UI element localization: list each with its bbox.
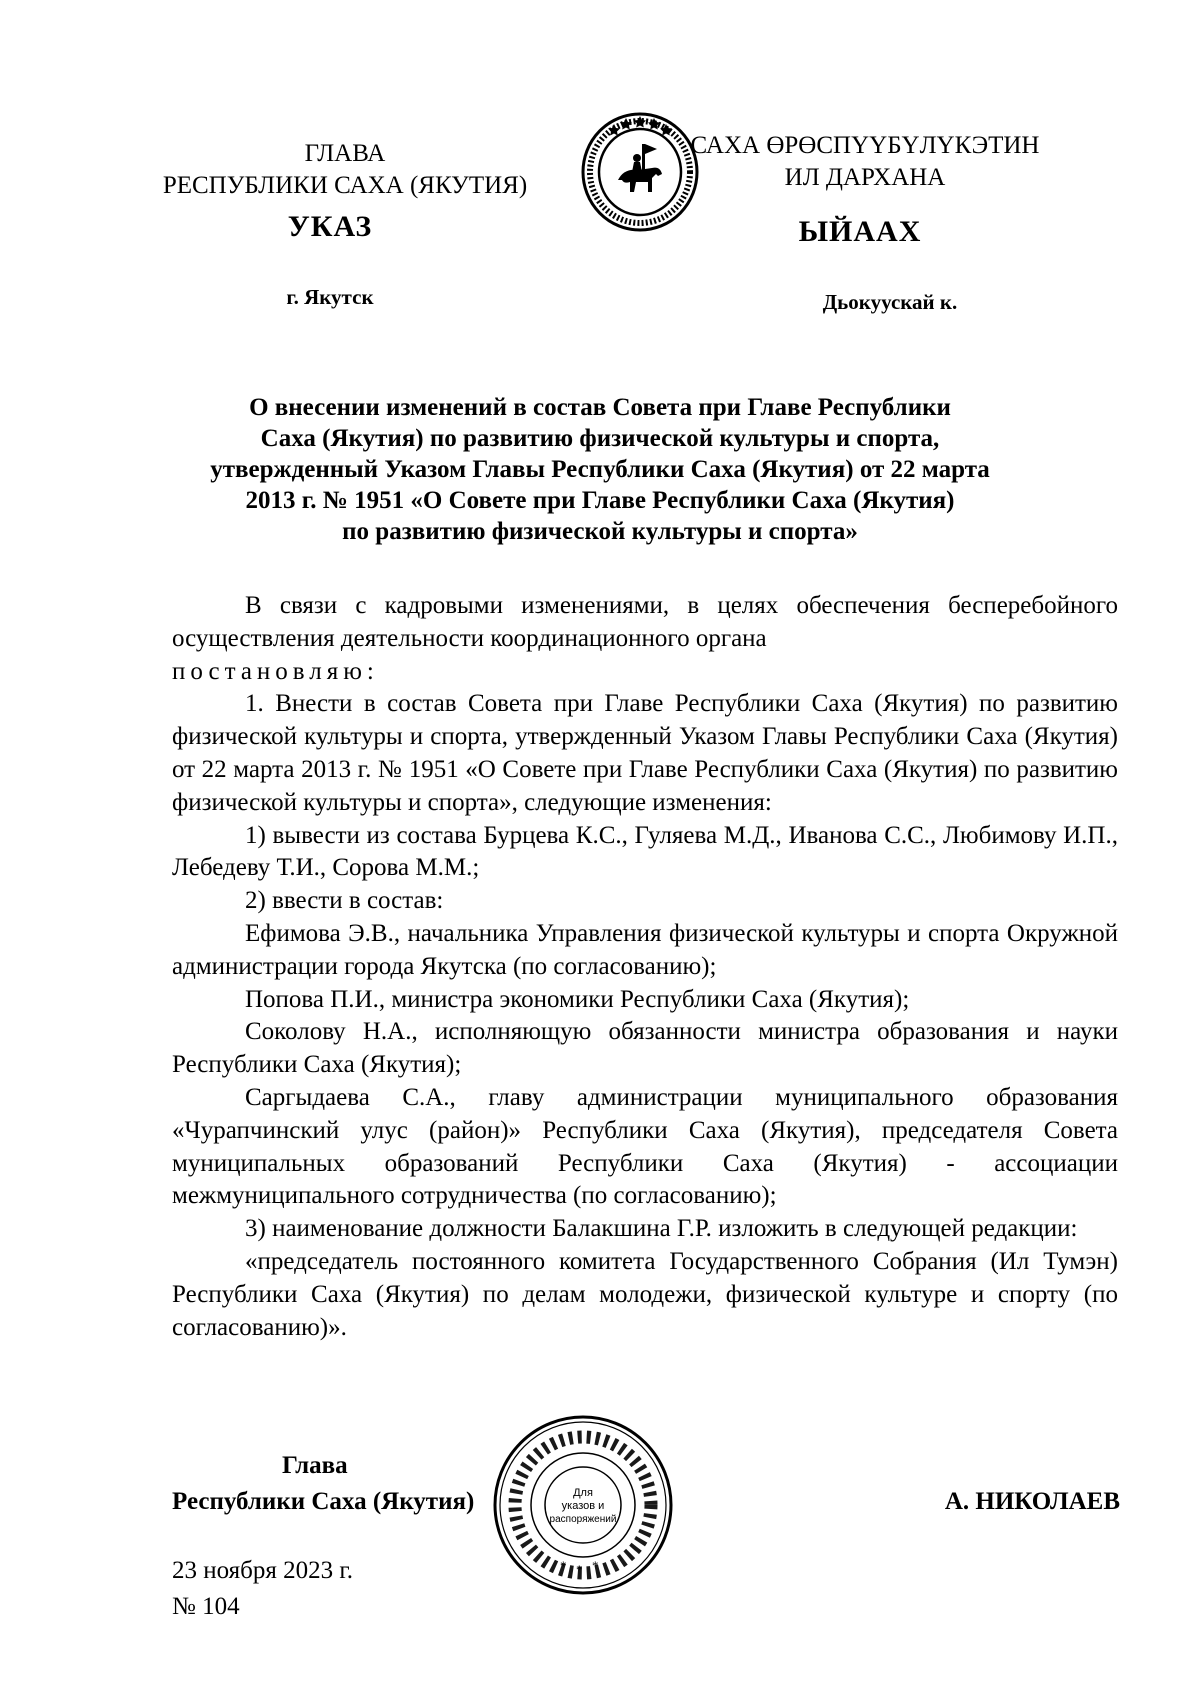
signature-position (172, 1448, 532, 1520)
sub-item-1-paragraph: 1) вывести из состава Бурцева К.С., Гуляева М.Д., Иванова С.С., Любимову И.П., Лебедеву Т.И., Сорова М.М.; (172, 821, 1118, 882)
sub-item-3-paragraph: 3) наименование должности Балакшина Г.Р. изложить в следующей редакции: (245, 1215, 1078, 1243)
header-right-line1: САХА ӨРӨСПҮҮБҮЛҮКЭТИН (690, 132, 1040, 159)
decree-word: постановляю: (172, 657, 379, 685)
title-line1: О внесении изменений в состав Совета при Главе Республики (249, 394, 951, 421)
signature-position-line2: Республики Саха (Якутия) (172, 1488, 475, 1515)
city-right: Дьокуускай к. (822, 290, 958, 314)
title-line2: Саха (Якутия) по развитию физической культуры и спорта, (260, 425, 940, 452)
document-date: 23 ноября 2023 г. (172, 1557, 354, 1584)
item-1-paragraph: 1. Внести в состав Совета при Главе Республики Саха (Якутия) по развитию физической культуры и спорта, утвержденный Указом Главы Республики Саха (Якутия) от 22 марта 2013 г. № 1951 «О Совете при Главе Республики Саха (Якутия) по развитию физической культуры и спорта», следующие изменения: (172, 690, 1118, 816)
sub-item-2-paragraph: 2) ввести в состав: (245, 887, 444, 915)
svg-text:*: * (576, 1562, 583, 1577)
header-right-title (690, 130, 1040, 194)
title-line3: утвержденный Указом Главы Республики Саха (Якутия) от 22 марта (210, 456, 990, 483)
header-right-line2: ИЛ ДАРХАНА (784, 164, 946, 191)
seal-inner-line3: распоряжений (549, 1514, 617, 1525)
member-4-paragraph: Саргыдаева С.А., главу администрации муниципального образования «Чурапчинский улус (район)» Республики Саха (Якутия), председателя Совета муниципальных образований Республики Саха (Якутия) - ассоциации межмуниципального сотрудничества (по согласованию); (172, 1083, 1118, 1210)
document-body (172, 590, 1118, 1344)
city-left: г. Якутск (286, 285, 374, 309)
doctype-right: ЫЙААХ (798, 215, 922, 248)
member-2-paragraph: Попова П.И., министра экономики Республики Саха (Якутия); (245, 985, 910, 1013)
member-3-paragraph: Соколову Н.А., исполняющую обязанности министра образования и науки Республики Саха (Якутия); (172, 1018, 1118, 1079)
svg-text:*: * (560, 1558, 567, 1573)
document-title (160, 392, 1040, 547)
header-left-line2: РЕСПУБЛИКИ САХА (ЯКУТИЯ) (162, 172, 528, 199)
official-seal-stamp (488, 1410, 678, 1600)
quote-paragraph: «председатель постоянного комитета Государственного Собрания (Ил Тумэн) Республики Саха (Якутия) по делам молодежи, физической культуре и спорту (по согласованию)». (172, 1247, 1118, 1341)
title-line5: по развитию физической культуры и спорта» (342, 518, 858, 545)
header-left-title (150, 138, 540, 202)
signature-name: А. НИКОЛАЕВ (944, 1488, 1120, 1515)
document-number: № 104 (172, 1593, 240, 1620)
seal-inner-line2: указов и (561, 1500, 605, 1512)
preamble-paragraph: В связи с кадровыми изменениями, в целях обеспечения бесперебойного осуществления деятельности координационного органа (172, 592, 1118, 652)
doctype-left: УКАЗ (287, 210, 373, 243)
coat-of-arms-emblem (580, 110, 700, 234)
signature-position-line1: Глава (282, 1452, 348, 1479)
svg-text:*: * (592, 1558, 599, 1573)
document-footer (172, 1553, 472, 1625)
seal-inner-line1: Для (573, 1487, 593, 1499)
member-1-paragraph: Ефимова Э.В., начальника Управления физической культуры и спорта Окружной администрации города Якутска (по согласованию); (172, 919, 1118, 980)
header-left-line1: ГЛАВА (304, 140, 386, 167)
title-line4: 2013 г. № 1951 «О Совете при Главе Республики Саха (Якутия) (245, 487, 955, 514)
